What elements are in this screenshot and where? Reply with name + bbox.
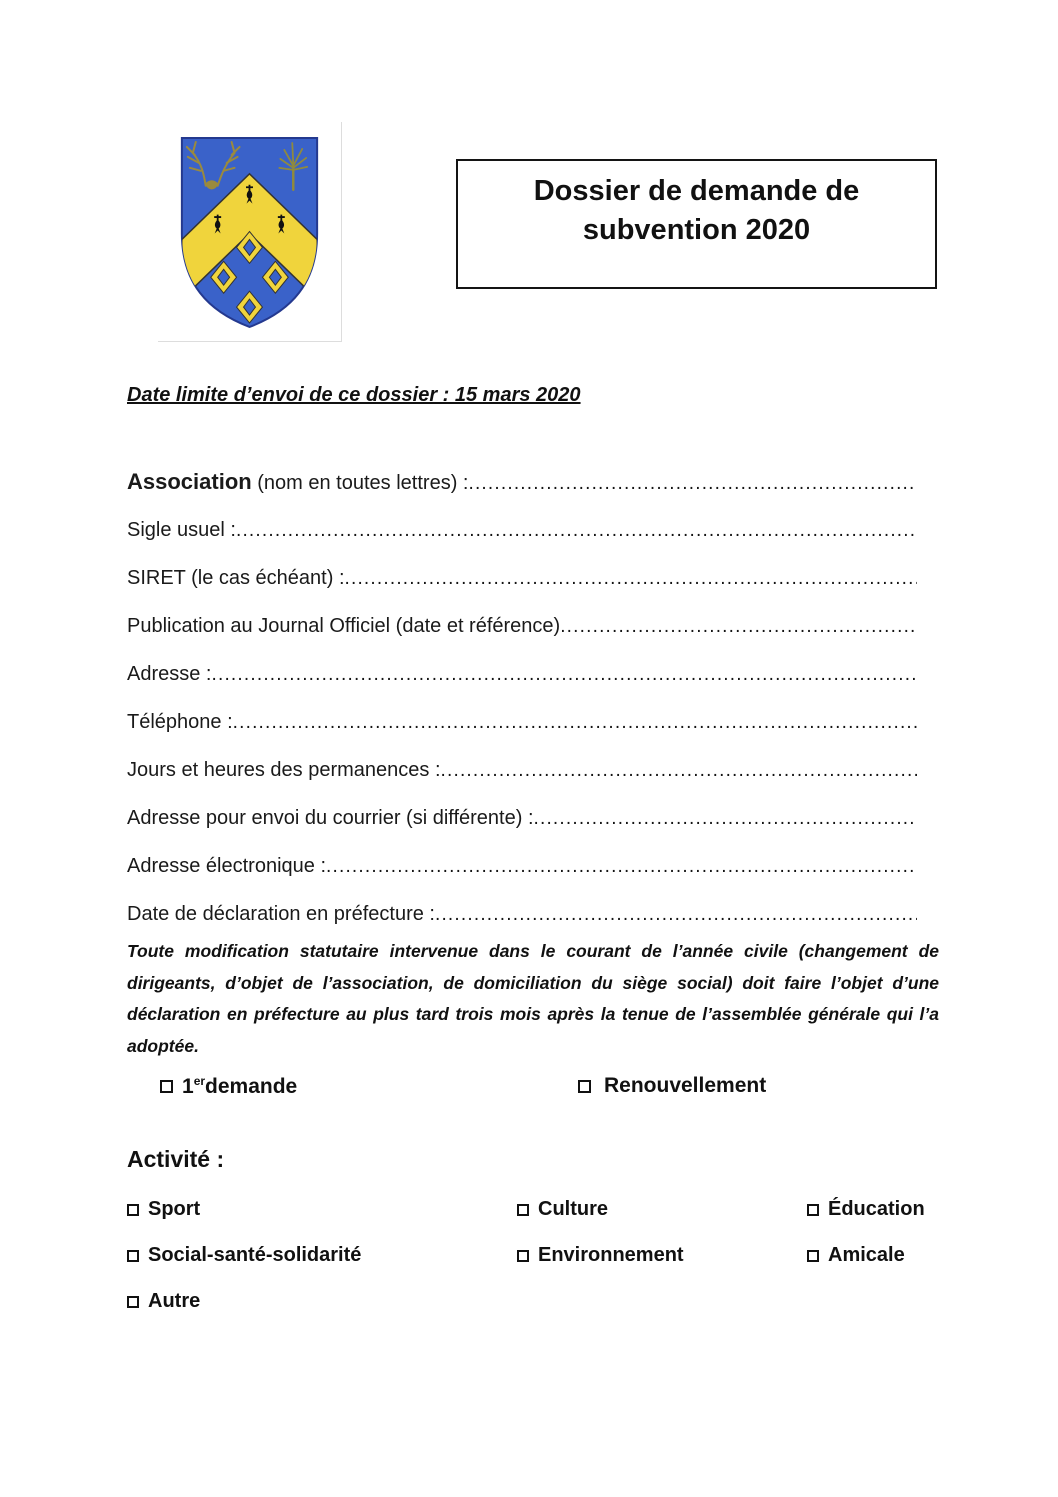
checkbox-first-request[interactable] — [160, 1074, 297, 1099]
form-line-1 — [127, 506, 917, 554]
form-fields — [127, 458, 917, 938]
activity-checkbox[interactable] — [127, 1204, 139, 1216]
renewal-label: Renouvellement — [604, 1074, 767, 1097]
activity-option-social-sante-solidarite[interactable]: Social-santé-solidarité — [127, 1244, 361, 1267]
municipal-coat-of-arms — [158, 122, 342, 342]
form-line-label: Adresse électronique : — [127, 855, 327, 877]
page-title-line-1: Dossier de demande de — [533, 175, 860, 207]
activity-checkbox[interactable] — [517, 1204, 529, 1216]
activity-heading: Activité : — [127, 1146, 225, 1172]
coat-of-arms-icon — [158, 122, 341, 341]
form-line-0 — [127, 458, 917, 506]
form-line-fill-in[interactable] — [211, 651, 917, 698]
statutory-note: Toute modification statutaire intervenue dans le courant de l’année civile (changement de dirigeants, d’objet de l’association, de domiciliation du siège social) doit faire l’objet d’une déclaration en préfecture au plus tard trois mois après la tenue de l’assemblée générale qui l’a adoptée. — [127, 941, 939, 1056]
form-line-4 — [127, 650, 917, 698]
activity-option-amicale[interactable]: Amicale — [807, 1244, 905, 1267]
form-line-fill-in[interactable] — [233, 699, 917, 746]
activity-checkbox[interactable] — [127, 1296, 139, 1308]
activity-options — [127, 1198, 1027, 1348]
form-line-label: Adresse : — [127, 663, 212, 685]
form-line-7 — [127, 794, 917, 842]
activity-option-sport[interactable]: Sport — [127, 1198, 200, 1221]
form-line-9 — [127, 890, 917, 938]
form-line-fill-in[interactable] — [560, 603, 917, 650]
form-line-8 — [127, 842, 917, 890]
form-line-fill-in[interactable] — [534, 795, 918, 842]
form-line-fill-in[interactable] — [441, 747, 917, 794]
activity-checkbox[interactable] — [807, 1250, 819, 1262]
form-line-label: Association (nom en toutes lettres) : — [127, 469, 469, 494]
activity-option-education[interactable]: Éducation — [807, 1198, 925, 1221]
activity-checkbox[interactable] — [807, 1204, 819, 1216]
activity-checkbox[interactable] — [517, 1250, 529, 1262]
form-line-6 — [127, 746, 917, 794]
form-line-fill-in[interactable] — [345, 555, 918, 602]
activity-option-environnement[interactable]: Environnement — [517, 1244, 684, 1267]
form-line-label: Téléphone : — [127, 711, 233, 733]
activity-checkbox[interactable] — [127, 1250, 139, 1262]
form-line-5 — [127, 698, 917, 746]
form-line-label: Date de déclaration en préfecture : — [127, 903, 435, 925]
form-line-fill-in[interactable] — [236, 507, 917, 554]
form-line-fill-in[interactable] — [435, 891, 917, 938]
form-line-label: Publication au Journal Officiel (date et référence) — [127, 615, 561, 637]
deadline-text: Date limite d’envoi de ce dossier : 15 mars 2020 — [127, 384, 581, 406]
form-line-2 — [127, 554, 917, 602]
first-request-label: 1erdemande — [182, 1074, 298, 1098]
form-line-label: SIRET (le cas échéant) : — [127, 567, 345, 589]
title-box — [456, 159, 937, 289]
first-request-checkbox[interactable] — [160, 1080, 173, 1093]
renewal-checkbox[interactable] — [578, 1080, 591, 1093]
form-line-3 — [127, 602, 917, 650]
form-line-label: Jours et heures des permanences : — [127, 759, 441, 781]
checkbox-renewal[interactable] — [578, 1074, 766, 1098]
form-line-label: Adresse pour envoi du courrier (si différente) : — [127, 807, 534, 829]
form-line-fill-in[interactable] — [468, 460, 917, 506]
form-line-fill-in[interactable] — [326, 843, 917, 890]
page-title-line-2: subvention 2020 — [582, 214, 811, 246]
activity-option-autre[interactable]: Autre — [127, 1290, 200, 1313]
form-line-label: Sigle usuel : — [127, 519, 236, 541]
activity-option-culture[interactable]: Culture — [517, 1198, 608, 1221]
